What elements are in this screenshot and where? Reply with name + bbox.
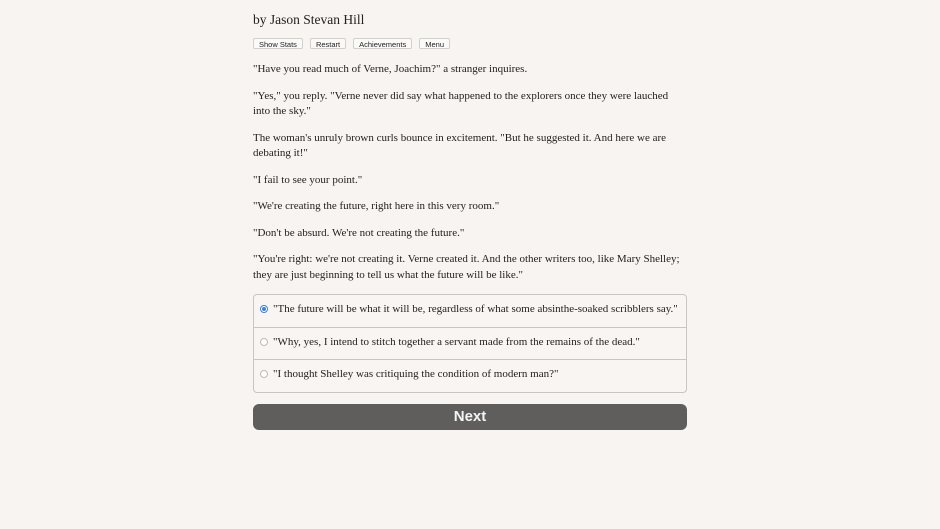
passage-paragraph: "Yes," you reply. "Verne never did say what happened to the explorers once they were lauched into the sky." (253, 89, 669, 117)
choice-option[interactable] (254, 327, 686, 360)
passage-paragraph: "Have you read much of Verne, Joachim?" a stranger inquires. (253, 63, 528, 75)
passage-paragraph: "Don't be absurd. We're not creating the future." (253, 226, 465, 239)
passage-paragraph: "You're right: we're not creating it. Verne created it. And the other writers too, like Mary Shelley; they are just beginning to tell us what the future will be like." (253, 253, 680, 281)
show-stats-button[interactable]: Show Stats (253, 38, 303, 49)
passage-paragraph: "I fail to see your point." (253, 173, 363, 186)
radio-button[interactable] (260, 305, 268, 313)
choice-option[interactable] (254, 295, 686, 327)
menu-button[interactable]: Menu (419, 38, 450, 49)
passage-paragraph: The woman's unruly brown curls bounce in excitement. "But he suggested it. And here we are debating it!" (253, 131, 667, 159)
game-content (253, 11, 687, 430)
achievements-button[interactable]: Achievements (353, 38, 412, 49)
choice-label: "I thought Shelley was critiquing the condition of modern man?" (273, 368, 559, 380)
choice-label: "Why, yes, I intend to stitch together a servant made from the remains of the dead." (273, 335, 640, 348)
story-passage (253, 62, 687, 283)
passage-paragraph: "We're creating the future, right here in this very room." (253, 200, 500, 212)
next-button[interactable]: Next (253, 404, 687, 430)
radio-button[interactable] (260, 370, 268, 378)
author-byline: by Jason Stevan Hill (253, 12, 365, 27)
choice-label: "The future will be what it will be, regardless of what some absinthe-soaked scribblers say." (273, 303, 678, 315)
choice-option[interactable] (254, 359, 686, 392)
radio-button[interactable] (260, 338, 268, 346)
choice-list (253, 294, 687, 393)
restart-button[interactable]: Restart (310, 38, 346, 49)
toolbar (253, 38, 687, 52)
